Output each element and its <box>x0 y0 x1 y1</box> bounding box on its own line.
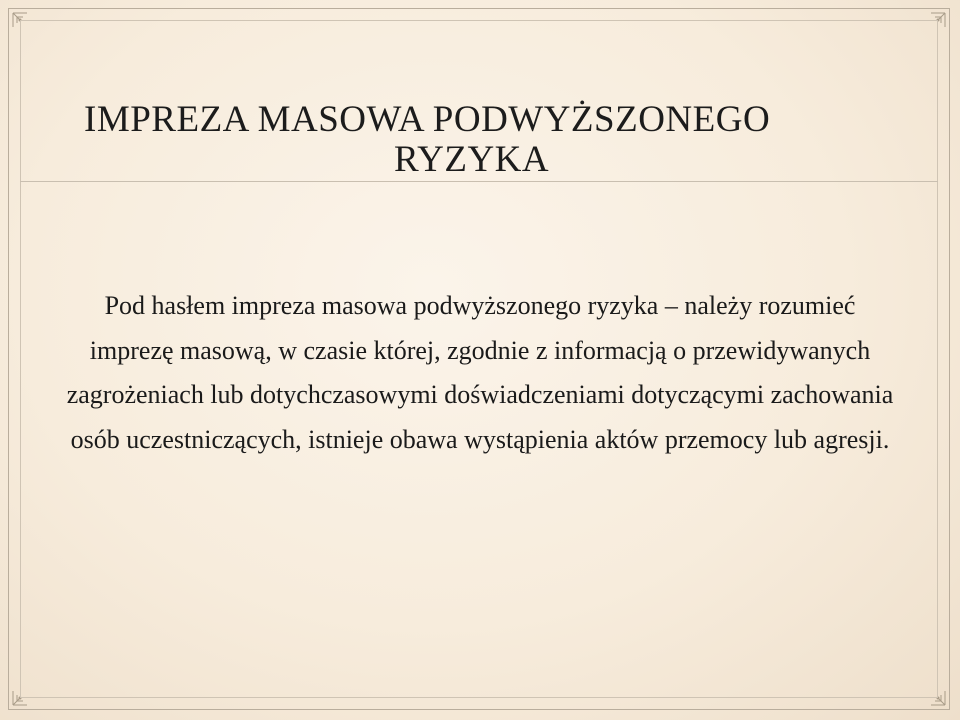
slide-body-text: Pod hasłem impreza masowa podwyższonego ryzyka – należy rozumieć imprezę masową, w czasie której, zgodnie z informacją o przewidywanych zagrożeniach lub dotychczasowymi doświadczeniami dotyczącymi zachowania osób uczestniczących, istnieje obawa wystąpienia aktów przemocy lub agresji. <box>66 291 894 454</box>
slide-title-line-1: IMPREZA MASOWA PODWYŻSZONEGO <box>84 99 771 140</box>
slide-title <box>84 100 884 180</box>
title-divider <box>20 181 938 182</box>
slide-title-line-2: RYZYKA <box>394 139 550 180</box>
